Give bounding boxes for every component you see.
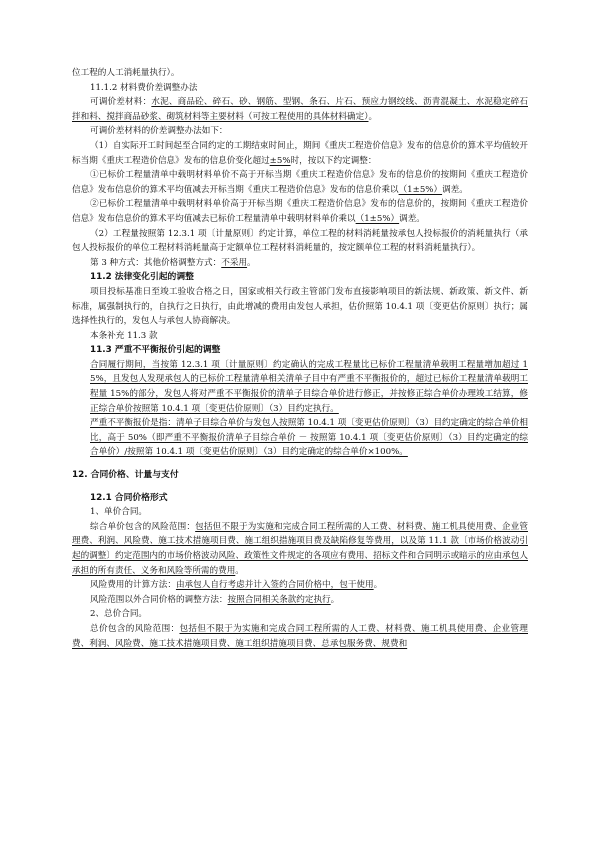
spacer bbox=[72, 483, 528, 491]
paragraph bbox=[72, 197, 528, 226]
paragraph: 2、总价合同。 bbox=[90, 609, 148, 620]
paragraph bbox=[72, 358, 528, 416]
spacer bbox=[72, 460, 528, 468]
field-label: 风险费用的计算方法： bbox=[90, 580, 176, 591]
punctuation: 。 bbox=[247, 257, 256, 268]
text: 调差。 bbox=[442, 184, 468, 195]
paragraph bbox=[72, 95, 528, 124]
filled-value: 水泥、商品砼、碎石、砂、钢筋、型钢、条石、片石、预应力钢绞线、沥青混凝土、水泥稳定碎石拌和料、搅拌商品砂浆、砌筑材料等主要材料（可按工程使用的具体材料确定） bbox=[72, 97, 528, 122]
filled-value: （1±5%） bbox=[398, 184, 443, 195]
document-page bbox=[72, 66, 528, 651]
filled-value: ±5% bbox=[269, 155, 291, 166]
filled-value: 按照合同相关条款约定执行 bbox=[227, 594, 331, 605]
section-heading: 11.2 法律变化引起的调整 bbox=[90, 272, 194, 283]
paragraph bbox=[72, 139, 528, 168]
text: 第 3 种方式：其他价格调整方式： bbox=[90, 257, 222, 268]
filled-value: 严重不平衡报价是指：清单子目综合单价与发包人按照第 10.4.1 项〔变更估价原则〕（3）目约定确定的综合单价相比，高于 50%（即严重不平衡报价清单子目综合单价 － 按照第 10.4.1 项〔变更估价原则〕（3）目约定确定的综合单价）/按照第 10.4.1 项〔变更估价原则〕（3）目约定确定的综合单价×100%。 bbox=[90, 418, 528, 458]
field-label: 可调价差材料： bbox=[90, 97, 152, 108]
paragraph bbox=[72, 578, 528, 593]
field-label: 综合单价包含的风险范围： bbox=[90, 521, 196, 532]
filled-value: 包括但不限于为实施和完成合同工程所需的人工费、材料费、施工机具使用费、企业管理费、利润、风险费、施工技术措施项目费、施工组织措施项目费、总承包服务费、规费和 bbox=[72, 623, 528, 649]
field-label: 风险范围以外合同价格的调整方法： bbox=[90, 594, 228, 605]
filled-value: 合同履行期间，当按第 12.3.1 项〔计量原则〕约定确认的完成工程量比已标价工程量清单载明工程量增加超过 15%，且发包人发现承包人的已标价工程量清单相关清单子目中有严重不平衡报价的，超过已标价工程量清单载明工程量 15%的部分，发包人将对严重不平衡报价的清单子目综合单价进行修正，并按修正综合单价办理竣工结算，修正综合单价按照第 10.4.1 项〔变更估价原则〕（3）目约定执行。 bbox=[90, 359, 528, 414]
paragraph bbox=[72, 416, 528, 460]
paragraph bbox=[72, 622, 528, 651]
paragraph bbox=[72, 256, 528, 271]
text: ①已标价工程量清单中载明材料单价不高于开标当期《重庆工程造价信息》发布的信息价的按期间《重庆工程造价信息》发布信息价的算术平均值减去开标当期《重庆工程造价信息》发布的信息价乘以 bbox=[72, 170, 528, 195]
text: 调差。 bbox=[399, 213, 425, 224]
paragraph: 位工程的人工消耗量执行）。 bbox=[72, 68, 180, 78]
filled-value: 由承包人自行考虑并计入签约合同价格中，包干使用 bbox=[175, 580, 374, 591]
text: ②已标价工程量清单中载明材料单价高于开标当期《重庆工程造价信息》发布的信息价的，按期间《重庆工程造价信息》发布信息价的算术平均值减去已标价工程量清单中载明材料单价乘以 bbox=[72, 199, 528, 224]
filled-value: 不采用 bbox=[221, 257, 248, 268]
section-heading: 12.1 合同价格形式 bbox=[90, 492, 168, 503]
paragraph bbox=[72, 520, 528, 578]
paragraph: 可调价差材料的价差调整办法如下： bbox=[90, 126, 228, 137]
field-label: 总价包含的风险范围： bbox=[90, 623, 180, 634]
paragraph: 本条补充 11.3 款 bbox=[90, 330, 158, 341]
subsection-title: 11.1.2 材料费价差调整办法 bbox=[90, 82, 198, 93]
punctuation: 。 bbox=[235, 565, 244, 576]
punctuation: 。 bbox=[330, 594, 340, 605]
filled-value: 包括但不限于为实施和完成合同工程所需的人工费、材料费、施工机具使用费、企业管理费、利润、风险费、施工技术措施项目费、施工组织措施项目费及缺陷修复等费用，以及第 11.1 款〔市场价格波动引起的调整〕约定范围内的市场价格波动风险、政策性文件规定的各项应有费用、招标文件和合同明示或暗示的应由承包人承担的所有责任、义务和风险等所需的费用 bbox=[72, 521, 528, 576]
filled-value: （1±5%） bbox=[355, 213, 400, 224]
paragraph: （2）工程量按照第 12.3.1 项〔计量原则〕约定计算，单位工程的材料消耗量按承包人投标报价的消耗量执行（承包人投标报价的单位工程材料消耗量高于定额单位工程材料消耗量的，按定额单位工程的材料消耗量执行）。 bbox=[72, 228, 528, 254]
chapter-heading: 12. 合同价格、计量与支付 bbox=[72, 470, 179, 481]
paragraph bbox=[72, 593, 528, 608]
paragraph: 1、单价合同。 bbox=[90, 507, 148, 518]
punctuation: 。 bbox=[373, 580, 383, 591]
paragraph bbox=[72, 168, 528, 197]
section-heading: 11.3 严重不平衡报价引起的调整 bbox=[90, 345, 221, 356]
punctuation: 。 bbox=[368, 111, 378, 122]
text: （1）自实际开工时间起至合同约定的工期结束时间止，期间《重庆工程造价信息》发布的信息价的算术平均值较开标当期《重庆工程造价信息》发布的信息价变化超过 bbox=[72, 140, 528, 166]
paragraph: 项目投标基准日至竣工验收合格之日，国家或相关行政主管部门发布直接影响项目的新法规、新政策、新文件、新标准，属强制执行的，自执行之日执行，由此增减的费用由发包人承担，估价照第 10.4.1 项〔变更估价原则〕执行；属选择性执行的，发包人与承包人协商解决。 bbox=[72, 286, 528, 327]
text: 时，按以下约定调整： bbox=[290, 155, 377, 166]
